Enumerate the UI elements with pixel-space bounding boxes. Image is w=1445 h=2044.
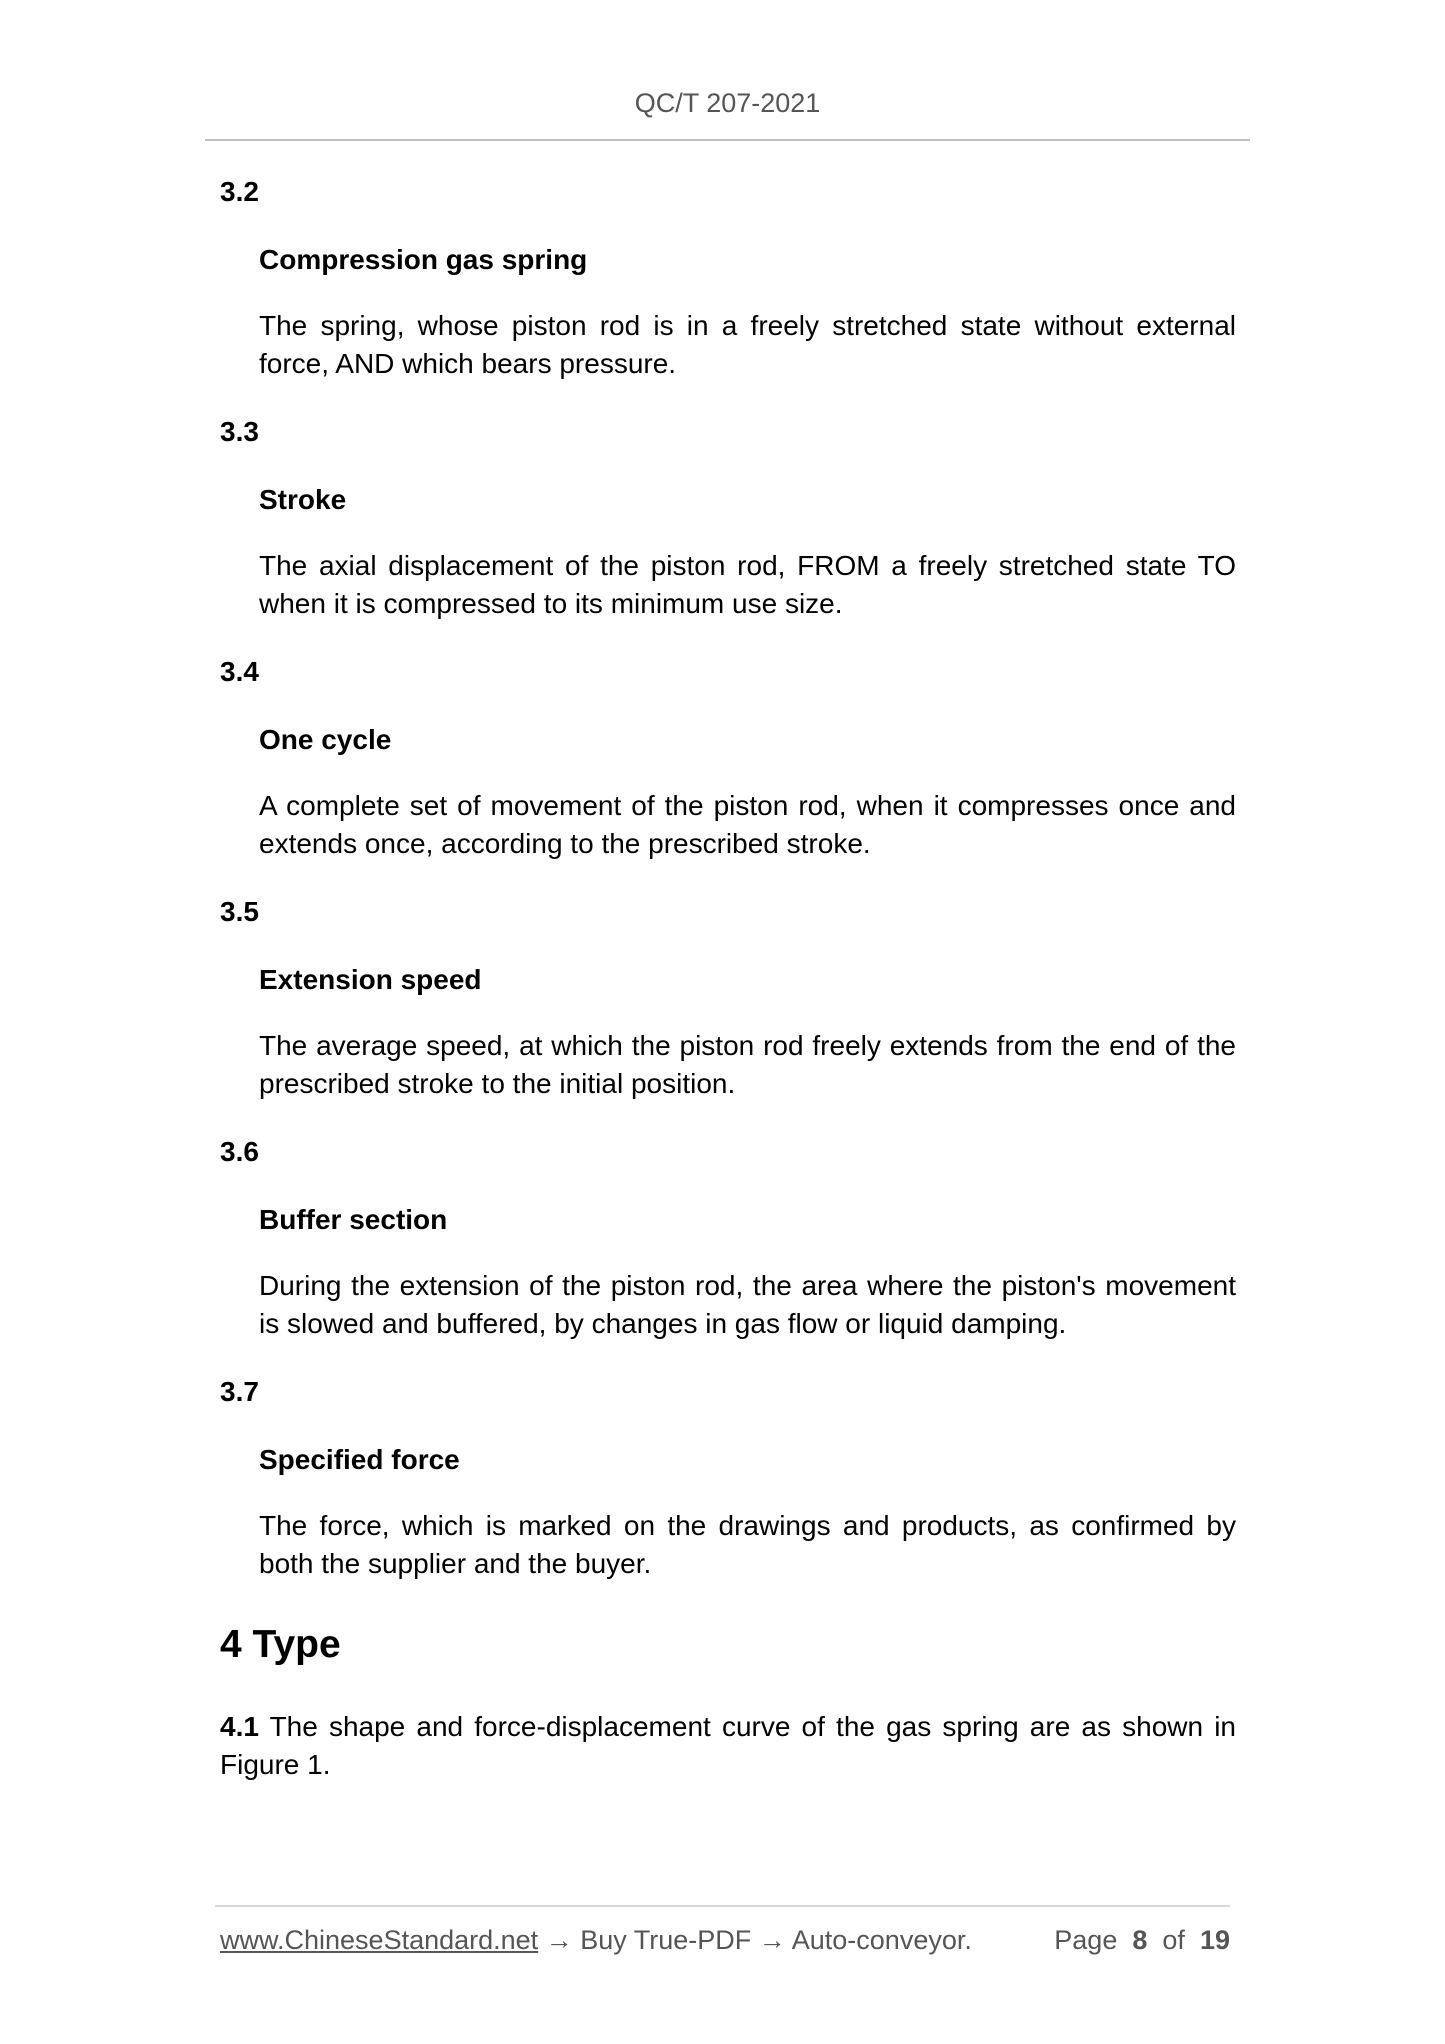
page-footer (220, 1925, 1230, 1956)
clause-3-3 (220, 412, 1236, 623)
term-definition: During the extension of the piston rod, the area where the piston's movement is slowed and buffered, by changes in gas flow or liquid damping. (259, 1270, 1236, 1339)
website-link[interactable]: www.ChineseStandard.net (220, 1925, 539, 1955)
header-divider (205, 139, 1250, 141)
footer-trail-text: → Buy True-PDF → Auto-conveyor. (538, 1925, 972, 1955)
term-definition: The force, which is marked on the drawings and products, as confirmed by both the supplier and the buyer. (259, 1510, 1236, 1579)
term-title: Buffer section (259, 1204, 448, 1235)
clause-3-5 (220, 892, 1236, 1103)
term-title: Extension speed (259, 964, 482, 995)
term-title: Stroke (259, 484, 347, 515)
term-definition: A complete set of movement of the piston rod, when it compresses once and extends once, according to the prescribed stroke. (259, 790, 1236, 859)
paragraph-4-1 (220, 1708, 1236, 1784)
clause-number: 3.7 (220, 1376, 259, 1407)
clause-3-6 (220, 1132, 1236, 1343)
page-of-label: of (1162, 1925, 1185, 1955)
clause-3-4 (220, 652, 1236, 863)
page-indicator (1054, 1925, 1230, 1956)
page-label: Page (1054, 1925, 1118, 1955)
clause-number: 3.5 (220, 896, 259, 927)
term-title: Compression gas spring (259, 244, 588, 275)
term-definition: The average speed, at which the piston rod freely extends from the end of the prescribed stroke to the initial position. (259, 1030, 1236, 1099)
clause-number: 3.6 (220, 1136, 259, 1167)
clause-number: 3.4 (220, 656, 259, 687)
total-page-number: 19 (1199, 1925, 1230, 1955)
page-header: QC/T 207-2021 (634, 88, 821, 118)
term-definition: The spring, whose piston rod is in a freely stretched state without external force, AND which bears pressure. (259, 310, 1236, 379)
paragraph-text: The shape and force-displacement curve of the gas spring are as shown in Figure 1. (220, 1711, 1236, 1780)
paragraph-number: 4.1 (220, 1711, 259, 1742)
document-body (220, 172, 1236, 1784)
current-page-number: 8 (1132, 1925, 1148, 1955)
term-title: Specified force (259, 1444, 460, 1475)
section-heading-4: 4 Type (220, 1623, 341, 1666)
clause-3-7 (220, 1372, 1236, 1583)
clause-number: 3.3 (220, 416, 259, 447)
clause-3-2 (220, 172, 1236, 383)
footer-divider (215, 1905, 1230, 1907)
term-definition: The axial displacement of the piston rod, FROM a freely stretched state TO when it is compressed to its minimum use size. (259, 550, 1236, 619)
term-title: One cycle (259, 724, 392, 755)
clause-number: 3.2 (220, 176, 259, 207)
